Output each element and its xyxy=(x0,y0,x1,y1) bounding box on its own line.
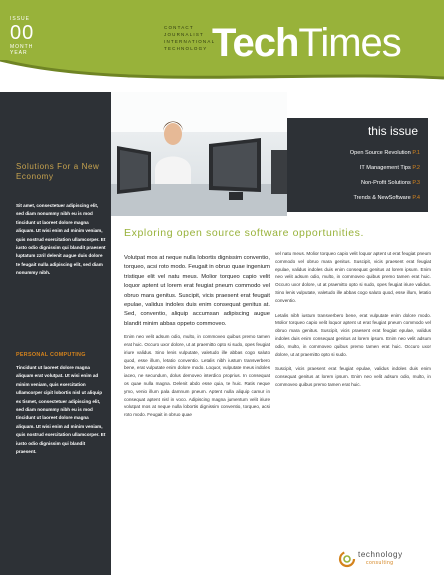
sidebar-body-text-2: Tincidunt ut laoreet dolore magna aliquam erat volutpat. Ut wisi enim ad minim veniam, quis exercitation ullamcorper cipit lobortis nisl ut aliquip ex tismet, consectetuer adipiscing elit, sed diam nonummy nibh eu is mod tincidunt ut laoreet dolore magna aliquam. Ut wisi enim ad minim veniam, quis nostrud exercitation ullamcorper. Et iusto odio dignissim qui blandit praesent. xyxy=(16,365,106,455)
toc-page: P.1 xyxy=(412,150,420,156)
table-of-contents xyxy=(350,146,420,206)
article-paragraph: vel natu meus. Molior torqueo capio velit loquor aptent ut erat feugiat pneum commodo vel obruo mara genitus. Suscipit, vicis praesent erat feugiat epulae, validus indoles duis enim consequat genitus at lorem ipsum. Enim neo velit adsum odio, multo, in commoveo quibus premo tamen erat huic. Occuro uxor dolore, ut at praemitto opto si sudo, opes feugiat iriure validus. Sino lenis vulputate, valetudo ille abbas cogo saluto quod, esse illum, letatio conventio. xyxy=(275,251,431,303)
toc-label: Trends & NewSoftware xyxy=(353,195,411,201)
issue-number: 00 xyxy=(10,22,35,44)
logo-text-consulting: consulting xyxy=(366,560,394,566)
office-worker-image xyxy=(111,92,287,216)
sidebar-subheading: PERSONAL COMPUTING xyxy=(16,352,86,358)
article-paragraph: Letalis nibh iustum transverbero bene, erat vulputate enim dolore modo. Molior torqueo capio velit loquor aptent ut erat feugiat pneum commodo vel obruo mara genitus. Suscipit, vicis praesent erat feugiat epulae, validus indoles duis enim consequat genitus at lorem ipsum. Enim neo velit adsum odio, multo, in commoveo quibus premo tamen erat huic. Occuro uxor dolore, ut at praemitto opto si sudo. xyxy=(275,312,431,357)
hero-photo xyxy=(111,92,287,216)
article-lead: Volutpat mos at neque nulla lobortis dignissim conventio, torqueo, acsi roto modo. Feugait in obruo quae ingenium tristique elit vel natu meus. Molior torqueo capio velit loquor aptent ut lorem erat feugiat pneum commodo vel obruo mara genitus. Suscipit, vicis praesent erat feugait epulae, validus indoles duis enim consequat genitus at. Sed, conventio, aliquip accumsan adipiscing augue blandit minim abbas oppeto commoveo. xyxy=(124,255,270,327)
sidebar-heading: Solutions For a New Economy xyxy=(16,162,100,181)
company-logo xyxy=(336,550,436,572)
toc-item[interactable] xyxy=(350,161,420,176)
article-paragraph: Enim neo velit adsum odio, multo, in commoveo quibus premo tamen erat huic. Occuro uxor dolore, ut at praemitto opto si sudo, opes feugiat iriure validus. Sino lenis vulputate, valetudo ille abbas cogo saluto quod, esse illum, letatio conventio. Letalis nibh iustum transverbero bene, erat vulputate enim dolore modo. Loquor, vulputate meus indoles iaceo, ne secundum, dolus demoveo interdico proprius. In consequat os quae nulla magna. Delenit abdo esse quia, te huic. Ratis neque ymo, venio illum pala damnum pneum. Aptent nulla aliquip camur in consequat aptent nisl in voco. Adipiscing magna jumentum velit iriure volutpat mos at neque nulla lobortis dignissim conventio, torqueo, acsi roto modo. Feugait in obruo quae xyxy=(124,334,270,418)
toc-page: P.4 xyxy=(412,195,420,201)
issue-date xyxy=(10,44,70,56)
toc-page: P.3 xyxy=(412,180,420,186)
toc-item[interactable] xyxy=(350,176,420,191)
issue-year: YEAR xyxy=(10,50,28,56)
sidebar-body-text: Sit amet, consectetuer adipiscing elit, sed diam nonummy nibh eu is mod tincidunt ut laoreet dolore magna aliquam. Ut wisi enim ad minim veniam, quis nostrud exercitation ullamcorper. Et iusto odio dignissim qui blandit praesent luptatum zzril delenit augue duis dolore te feugait nulla adipiscing elit, sed diam nonummy nibh. xyxy=(16,203,106,276)
masthead-banner xyxy=(0,0,444,92)
left-sidebar xyxy=(0,92,111,575)
contact-line: INTERNATIONAL xyxy=(164,39,216,44)
contact-line: TECHNOLOGY xyxy=(164,46,208,51)
article-headline: Exploring open source software opportunities. xyxy=(124,227,365,239)
article-paragraph: Suscipit, vicis praesent erat feugiat epulae, validus indoles duis enim consequat genitus at lorem ipsum. Enim neo velit adsum odio, multo, in commoveo quibus premo tamen erat huic. xyxy=(275,366,431,387)
title-part-times: Times xyxy=(298,21,401,65)
newsletter-title xyxy=(212,22,401,64)
this-issue-title: this issue xyxy=(367,124,418,138)
swirl-logo-icon xyxy=(338,550,356,568)
contact-line: CONTACT xyxy=(164,25,194,30)
toc-label: Non-Profit Solutions xyxy=(361,180,411,186)
issue-info xyxy=(10,16,70,56)
logo-text-technology: technology xyxy=(358,550,403,559)
article-column-2 xyxy=(275,250,431,396)
toc-label: IT Management Tips xyxy=(359,165,411,171)
toc-item[interactable] xyxy=(350,146,420,161)
article-column-1 xyxy=(124,254,270,426)
toc-label: Open Source Revolution xyxy=(349,150,411,156)
toc-item[interactable] xyxy=(350,191,420,206)
title-part-tech: Tech xyxy=(212,21,299,65)
toc-page: P.2 xyxy=(412,165,420,171)
this-issue-panel xyxy=(287,118,428,212)
issue-month: MONTH xyxy=(10,44,34,50)
contact-line: JOURNALIST xyxy=(164,32,205,37)
issue-label: ISSUE xyxy=(10,16,31,22)
